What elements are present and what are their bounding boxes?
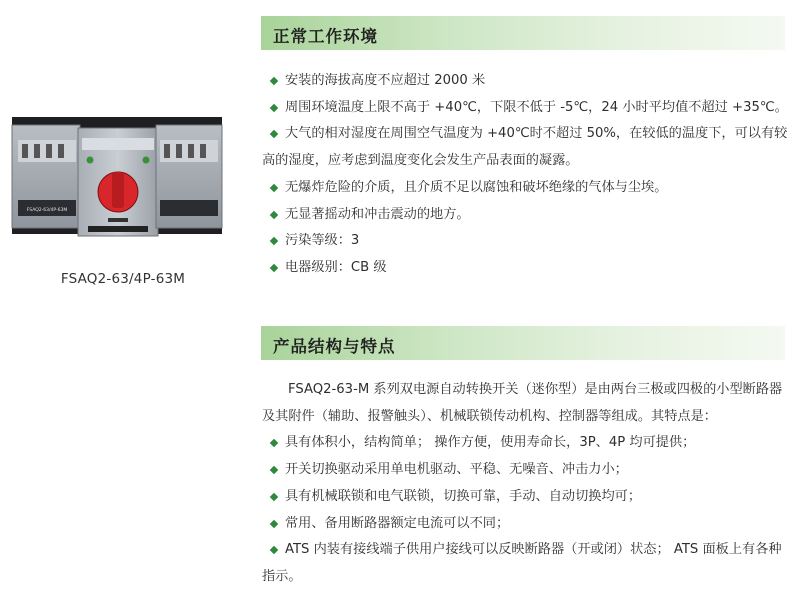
diamond-bullet-icon	[270, 466, 278, 474]
list-item: 周围环境温度上限不高于 +40℃，下限不低于 -5℃，24 小时平均值不超过 +35℃。	[262, 95, 792, 122]
intro-paragraph: FSAQ2-63-M 系列双电源自动转换开关（迷你型）是由两台三极或四极的小型断路器及其附件（辅助、报警触头）、机械联锁传动机构、控制器等组成。其特点是：	[262, 382, 783, 424]
diamond-bullet-icon	[270, 130, 278, 138]
structure-list	[262, 377, 792, 591]
diamond-bullet-icon	[270, 237, 278, 245]
list-item: 无显著摇动和冲击震动的地方。	[262, 202, 792, 229]
diamond-bullet-icon	[270, 184, 278, 192]
product-caption: FSAQ2-63/4P-63M	[60, 271, 186, 287]
list-item: 具有体积小，结构简单； 操作方便，使用寿命长，3P、4P 均可提供；	[262, 430, 792, 457]
diamond-bullet-icon	[270, 519, 278, 527]
diamond-bullet-icon	[270, 439, 278, 447]
label-plate-text: FSAQ2-63/4P-63M	[26, 208, 68, 213]
diamond-bullet-icon	[270, 77, 278, 85]
list-item: 常用、备用断路器额定电流可以不同；	[262, 511, 792, 538]
list-item: 电器级别：CB 级	[262, 255, 792, 282]
section-header-environment	[261, 16, 785, 50]
list-item: ATS 内装有接线端子供用户接线可以反映断路器（开或闭）状态； ATS 面板上有各种指示。	[262, 542, 782, 584]
diamond-bullet-icon	[270, 103, 278, 111]
environment-list	[262, 68, 792, 282]
list-item: 安装的海拔高度不应超过 2000 米	[262, 68, 792, 95]
list-item: 大气的相对湿度在周围空气温度为 +40℃时不超过 50%，在较低的温度下，可以有较高的湿度，应考虑到温度变化会发生产品表面的凝露。	[262, 126, 788, 169]
section-title: 产品结构与特点	[273, 337, 396, 356]
diamond-bullet-icon	[270, 210, 278, 218]
list-item: 污染等级：3	[262, 228, 792, 255]
diamond-bullet-icon	[270, 546, 278, 554]
diamond-bullet-icon	[270, 264, 278, 272]
diamond-bullet-icon	[270, 493, 278, 501]
section-header-structure	[261, 326, 785, 360]
section-title: 正常工作环境	[273, 27, 378, 46]
list-item: 具有机械联锁和电气联锁，切换可靠，手动、自动切换均可；	[262, 484, 792, 511]
list-item: 开关切换驱动采用单电机驱动、平稳、无噪音、冲击力小；	[262, 457, 792, 484]
list-item: 无爆炸危险的介质，且介质不足以腐蚀和破坏绝缘的气体与尘埃。	[262, 175, 792, 202]
product-image	[8, 100, 230, 240]
